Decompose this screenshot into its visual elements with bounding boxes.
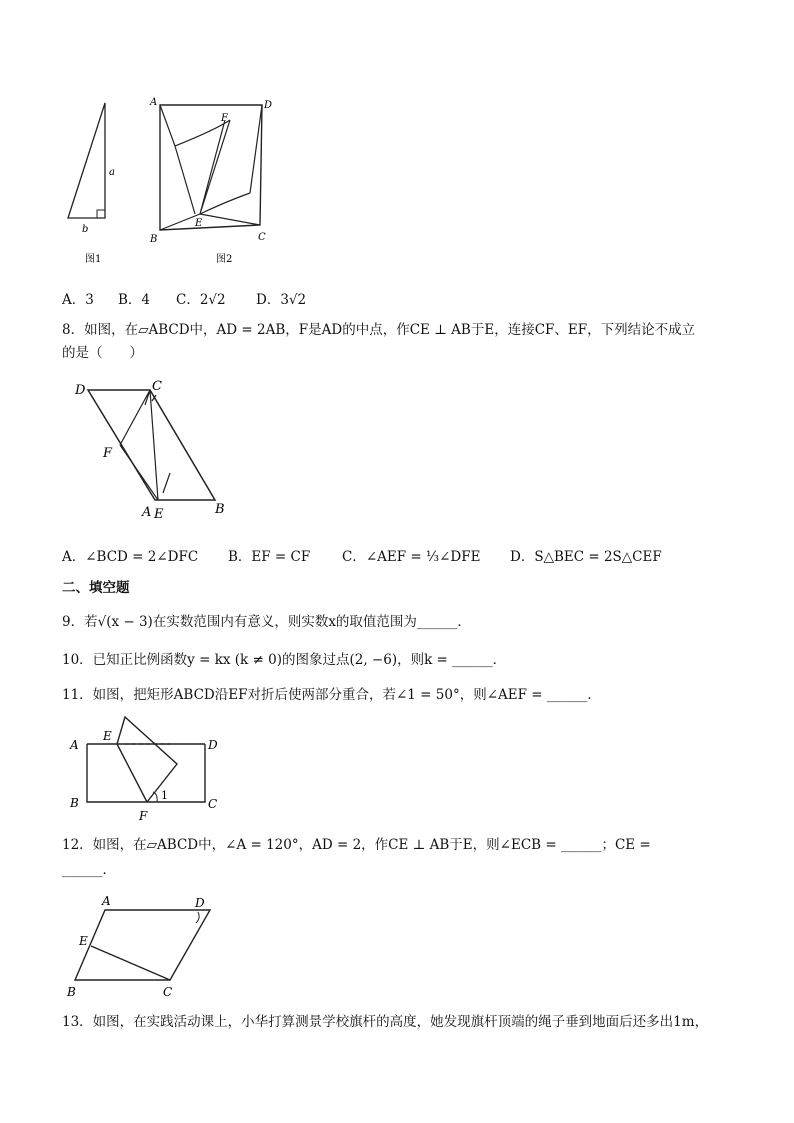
label-C: C bbox=[258, 232, 266, 243]
label-D: D bbox=[195, 896, 205, 910]
label-B: B bbox=[150, 234, 158, 245]
label-A: A bbox=[70, 738, 79, 752]
rectangle-abcd bbox=[87, 744, 205, 802]
label-E: E bbox=[154, 507, 164, 522]
q7-figure-2 bbox=[140, 90, 280, 270]
label-C: C bbox=[163, 985, 173, 999]
label-F: F bbox=[103, 446, 113, 461]
q11-text: 11．如图，把矩形ABCD沿EF对折后使两部分重合，若∠1 = 50°，则∠AEF = ______． bbox=[62, 687, 601, 703]
figure-caption-2: 图2 bbox=[216, 254, 233, 265]
label-C: C bbox=[152, 379, 162, 394]
label-b: b bbox=[82, 224, 89, 235]
q7-option-a: A．3 bbox=[62, 292, 94, 308]
label-D: D bbox=[208, 738, 218, 752]
q10-text: 10．已知正比例函数y = kx (k ≠ 0)的图象过点(2, −6)，则k = ______． bbox=[62, 652, 507, 668]
q7-figure-1 bbox=[60, 95, 130, 270]
q8-option-c: C．∠AEF = ⅓∠DFE bbox=[342, 549, 481, 565]
right-triangle bbox=[68, 103, 105, 218]
label-B: B bbox=[67, 985, 76, 999]
perpendicular-ce bbox=[91, 946, 170, 980]
q8-stem-line2: 的是（ ） bbox=[62, 345, 143, 361]
parallelogram-abcd bbox=[75, 910, 210, 980]
label-A: A bbox=[142, 505, 152, 520]
label-F: F bbox=[139, 809, 148, 823]
q8-figure bbox=[70, 375, 240, 525]
label-D: D bbox=[75, 383, 86, 398]
label-C: C bbox=[208, 797, 218, 811]
q7-option-b: B．4 bbox=[118, 292, 151, 308]
label-E: E bbox=[79, 934, 88, 948]
label-angle-1: 1 bbox=[161, 789, 168, 802]
outer-square bbox=[160, 105, 262, 230]
label-B: B bbox=[70, 796, 79, 810]
section-heading: 二、填空题 bbox=[62, 580, 130, 596]
q9-text: 9．若√(x − 3)在实数范围内有意义，则实数x的取值范围为______． bbox=[62, 614, 471, 630]
label-F: F bbox=[221, 113, 228, 124]
q12-stem-line1: 12．如图，在▱ABCD中，∠A = 120°，AD = 2，作CE ⊥ AB于E，则∠ECB = ______；CE = bbox=[62, 837, 651, 853]
label-A: A bbox=[150, 97, 158, 108]
q11-figure bbox=[65, 712, 235, 827]
q7-option-c: C．2√2 bbox=[176, 292, 226, 308]
q12-figure bbox=[65, 890, 225, 1005]
folded-flap bbox=[117, 717, 177, 802]
q7-option-d: D．3√2 bbox=[256, 292, 307, 308]
figure-caption-1: 图1 bbox=[85, 254, 102, 265]
label-B: B bbox=[215, 502, 225, 517]
inner-folds bbox=[160, 105, 262, 230]
q8-stem-line1: 8．如图，在▱ABCD中，AD = 2AB，F是AD的中点，作CE ⊥ AB于E，连接CF、EF，下列结论不成立 bbox=[62, 322, 696, 338]
q8-option-b: B．EF = CF bbox=[228, 549, 311, 565]
label-E: E bbox=[195, 218, 203, 229]
angle-d-mark bbox=[196, 912, 199, 923]
q8-option-a: A．∠BCD = 2∠DFC bbox=[62, 549, 199, 565]
label-D: D bbox=[264, 100, 273, 111]
label-E: E bbox=[103, 729, 112, 743]
q8-option-d: D．S△BEC = 2S△CEF bbox=[510, 549, 662, 565]
q13-text: 13．如图，在实践活动课上，小华打算测景学校旗杆的高度，她发现旗杆顶端的绳子垂到地面后还多出1m， bbox=[62, 1014, 709, 1030]
label-a: a bbox=[109, 167, 115, 178]
right-angle-mark bbox=[97, 210, 105, 218]
label-A: A bbox=[102, 894, 111, 908]
q12-stem-line2: ______． bbox=[62, 862, 116, 878]
